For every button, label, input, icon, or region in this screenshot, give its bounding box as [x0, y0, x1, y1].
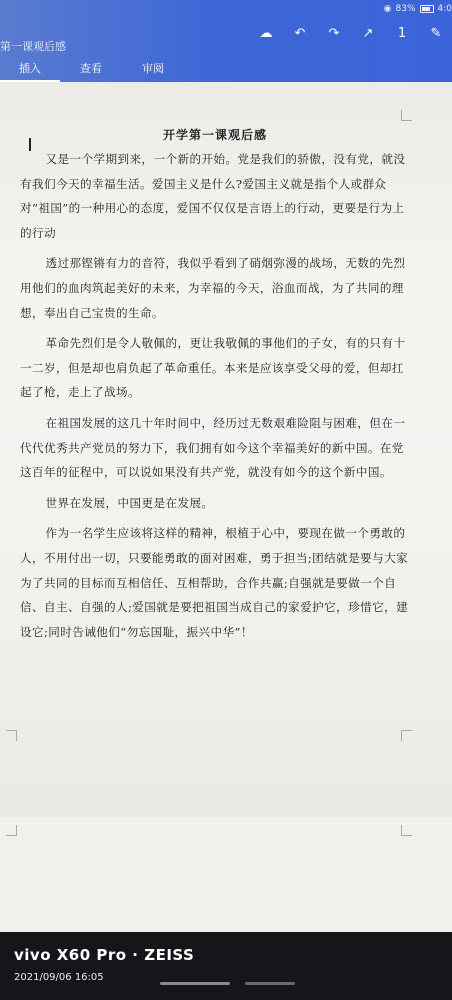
camera-watermark: [0, 932, 452, 1000]
device-label: vivo X60 Pro · ZEISS: [14, 946, 195, 964]
essay-title: 开学第一课观后感: [162, 128, 267, 142]
status-bar: [384, 4, 452, 14]
document-title[interactable]: 第一课观后感: [0, 40, 66, 53]
paragraph[interactable]: 透过那铿锵有力的音符，我似乎看到了硝烟弥漫的战场，无数的先烈用他们的血肉筑起美好的未来，为幸福的今天，浴血而战，为了共同的理想，奉出自己宝贵的生命。: [20, 256, 406, 320]
cloud-icon[interactable]: ☁: [259, 26, 273, 41]
tab-1[interactable]: 插入: [0, 60, 60, 82]
page-count-icon[interactable]: 1: [397, 26, 407, 41]
paragraph-list: [20, 147, 410, 644]
edit-pen-icon[interactable]: ✎: [430, 26, 442, 41]
battery-icon: [420, 5, 434, 13]
battery-percent: 83%: [395, 4, 416, 14]
paragraph[interactable]: 又是一个学期到来，一个新的开始。党是我们的骄傲，没有党，就没有我们今天的幸福生活。爱国主义是什么?爱国主义就是指个人或群众对“祖国”的一种用心的态度，爱国不仅仅是言语上的行动，更要是行为上的行动: [20, 152, 406, 240]
tab-3[interactable]: 审阅: [142, 62, 164, 75]
document-canvas[interactable]: [0, 82, 452, 932]
tab-2[interactable]: 查看: [80, 62, 102, 75]
margin-marker: [401, 730, 412, 741]
redo-icon[interactable]: ↷: [328, 26, 340, 41]
document-body[interactable]: [20, 126, 410, 650]
decor-bar: [245, 982, 295, 985]
toolbar: [258, 26, 444, 42]
app-header: [0, 0, 452, 82]
capture-datetime: 2021/09/06 16:05: [14, 972, 104, 983]
undo-icon[interactable]: ↶: [294, 26, 306, 41]
margin-marker: [6, 825, 17, 836]
margin-marker: [6, 730, 17, 741]
decor-bar: [160, 982, 230, 985]
share-icon[interactable]: ↗: [362, 26, 374, 41]
margin-marker: [401, 110, 412, 121]
clock: 4:0: [437, 4, 452, 14]
paragraph[interactable]: 世界在发展，中国更是在发展。: [45, 495, 214, 510]
wifi-icon: ◉: [383, 4, 392, 14]
paragraph[interactable]: 革命先烈们是令人敬佩的，更让我敬佩的事他们的子女，有的只有十一二岁，但是却也肩负起了革命重任。本来是应该享受父母的爱，但却扛起了枪，走上了战场。: [20, 336, 406, 400]
document-page-2[interactable]: [0, 817, 452, 932]
paragraph[interactable]: 作为一名学生应该将这样的精神，根植于心中，要现在做一个勇敢的人，不用付出一切，只要能勇敢的面对困难，勇于担当;团结就是要与大家为了共同的目标而互相信任、互相帮助，合作共赢;自强就是要做一个自信、自主、自强的人;爱国就是要把祖国当成自己的家爱护它，珍惜它，建设它;同时告诫他们“勿忘国耻，振兴中华”！: [20, 526, 409, 639]
document-page[interactable]: [0, 82, 452, 802]
ribbon-tabs: [0, 60, 184, 82]
margin-marker: [401, 825, 412, 836]
paragraph[interactable]: 在祖国发展的这几十年时间中，经历过无数艰难险阻与困难，但在一代代优秀共产党员的努力下，我们拥有如今这个幸福美好的新中国。在党这百年的征程中，可以说如果没有共产党，就没有如今的这个新中国。: [20, 415, 406, 480]
